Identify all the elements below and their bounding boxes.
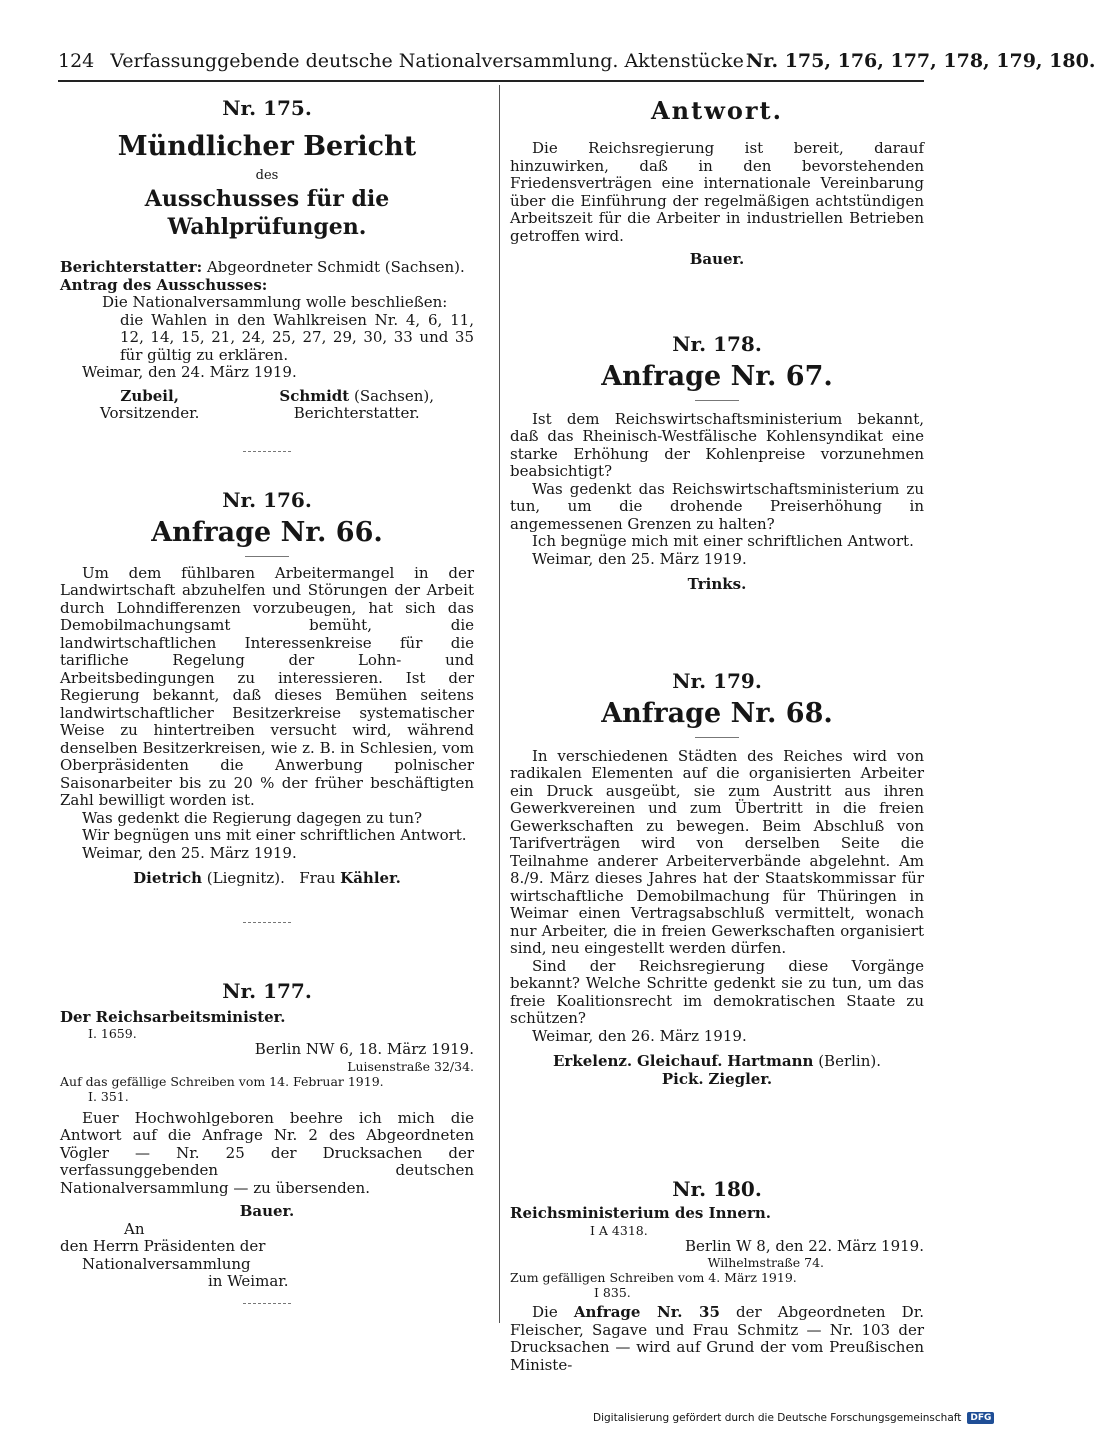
address-line: An: [124, 1219, 145, 1238]
signature-extra: (Sachsen),: [354, 386, 434, 405]
motion-intro: Die Nationalversammlung wolle beschließen:: [102, 293, 448, 311]
separator: [243, 922, 291, 923]
signature-name: Hartmann: [727, 1052, 814, 1070]
section-number: Nr. 180.: [672, 1177, 762, 1201]
inquiry-text: Um dem fühlbaren Arbeitermangel in der Landwirtschaft abzuhelfen und Störungen der Arbeit durch Lohndifferenzen vorzubeugen, hat sich das Demobilmachungsamt bemüht, die landwirtschaftlichen Interessenkreise für die tarifliche Regelung der Lohn- und Arbeitsbedingungen zu interessieren. Ist der Regierung bekannt, daß dieses Bemühen seitens landwirtschaftlicher Besitzerkreise systematischer Weise zu hintertreiben versucht wird, während denselben Besitzerkreisen, wie z. B. in Schlesien, vom Oberpräsidenten die Anwerbung polnischer Saisonarbeiter bis zu 20 % der früher beschäftigten Zahl bewilligt worden ist.: [60, 563, 474, 809]
signature-role: Vorsitzender.: [99, 404, 200, 422]
page-header: [58, 50, 1095, 80]
section-176: [60, 488, 474, 888]
date-line: Weimar, den 24. März 1919.: [82, 363, 297, 381]
signatures: [510, 1071, 924, 1089]
section-number: Nr. 178.: [672, 331, 762, 356]
section-175: [60, 96, 474, 423]
section-179: [510, 669, 924, 1089]
column-divider: [499, 85, 500, 1323]
title-rule: [695, 400, 739, 401]
header-title: Verfassunggebende deutsche Nationalversammlung. Aktenstücke: [110, 50, 744, 72]
title-rule: [245, 556, 289, 557]
signature-name: Kähler.: [340, 869, 401, 887]
signature-name: Trinks.: [687, 575, 747, 593]
inquiry-question: Was gedenkt das Reichswirtschaftsministerium zu tun, um die drohende Preiserhöhung in angemessenen Grenzen zu halten?: [510, 479, 924, 533]
address-line: den Herrn Präsidenten der: [60, 1237, 266, 1255]
date-line: Weimar, den 25. März 1919.: [82, 843, 297, 862]
footer-credit: [593, 1412, 994, 1424]
date-line: Weimar, den 26. März 1919.: [532, 1026, 747, 1045]
footer-text: Digitalisierung gefördert durch die Deutsche Forschungsgemeinschaft: [593, 1412, 962, 1424]
section-number: Nr. 179.: [672, 668, 762, 693]
signatures: [510, 1053, 924, 1071]
letter-reference-2: I 835.: [594, 1285, 631, 1300]
letter-sender: Reichsministerium des Innern.: [510, 1204, 771, 1222]
spacer: [693, 634, 741, 635]
signature-name: Gleichauf.: [636, 1052, 723, 1070]
signature-name: Schmidt: [279, 386, 350, 405]
separator: [243, 1303, 291, 1304]
section-177: [60, 979, 474, 1304]
date-line: Weimar, den 25. März 1919.: [532, 549, 747, 568]
letter-place-date: Berlin W 8, den 22. März 1919.: [685, 1236, 924, 1255]
section-title: Anfrage Nr. 68.: [601, 697, 833, 729]
motion-label: Antrag des Ausschusses:: [60, 275, 268, 294]
signature-block: [100, 388, 199, 423]
answer-title: Antwort.: [651, 96, 783, 125]
body-text: der Abgeordneten Dr. Fleischer, Sagave und Frau Schmitz — Nr. 103 der Drucksachen — wird auf Grund der vom Preußischen Ministe-: [510, 1303, 924, 1374]
inquiry-text: In verschiedenen Städten des Reiches wird von radikalen Elementen auf die organisierten Arbeiter ein Druck ausgeübt, sie zum Austritt aus ihren Gewerkvereinen und zum Übertritt in die freien Gewerkschaften zu bewegen. Beim Abschluß von Tarifverträgen wird von derselben Seite die Teilnahme anderer Arbeiterverbände abgelehnt. Am 8./9. März dieses Jahres hat der Staatskommissar für wirtschaftliche Demobilmachung für Thüringen in Weimar einen Vertragsabschluß vermittelt, wonach nur Arbeiter, die in freien Gewerkschaften organisiert sind, neu eingestellt werden dürfen.: [510, 746, 924, 957]
section-title: Anfrage Nr. 67.: [601, 360, 833, 392]
letter-sender: Der Reichsarbeitsminister.: [60, 1007, 286, 1026]
section-178: [510, 332, 924, 594]
title-rule: [695, 737, 739, 738]
signature-extra: (Berlin).: [818, 1052, 882, 1070]
reporter-label: Berichterstatter:: [60, 258, 203, 276]
dfg-logo-icon: DFG: [967, 1412, 994, 1424]
section-number: Nr. 175.: [222, 96, 312, 120]
section-title: Mündlicher Bericht: [117, 131, 417, 162]
header-numbers: Nr. 175, 176, 177, 178, 179, 180.: [745, 50, 1095, 72]
letter-regarding: Zum gefälligen Schreiben vom 4. März 1919.: [510, 1270, 797, 1285]
signature-name: Zubeil,: [120, 386, 179, 405]
signature-name: Erkelenz.: [552, 1052, 633, 1070]
letter-body: [510, 1304, 924, 1374]
page-number: 124: [58, 50, 95, 72]
inquiry-note: Ich begnüge mich mit einer schriftlichen Antwort.: [532, 532, 914, 550]
body-prefix: Die: [532, 1303, 558, 1321]
letter-street: Wilhelmstraße 74.: [707, 1255, 824, 1270]
address-line: Nationalversammlung: [82, 1254, 251, 1273]
reporter-line: [60, 259, 474, 277]
signatures: [60, 870, 474, 888]
signature-role: Berichterstatter.: [293, 404, 420, 422]
inquiry-question: Was gedenkt die Regierung dagegen zu tun?: [82, 808, 423, 827]
section-subtitle: Ausschusses für die Wahlprüfungen.: [144, 186, 390, 240]
signature-prefix: Frau: [299, 869, 336, 887]
header-rule: [58, 80, 924, 82]
section-180: [510, 1177, 924, 1374]
answer-text: Die Reichsregierung ist bereit, darauf hinzuwirken, daß in den bevorstehenden Friedensverträgen eine internationale Vereinbarung über die Einführung der regelmäßigen achtstündigen Arbeitszeit für die Arbeiter in industriellen Betrieben getroffen wird.: [510, 139, 924, 245]
right-column: [510, 96, 924, 1374]
motion-text: die Wahlen in den Wahlkreisen Nr. 4, 6, 11, 12, 14, 15, 21, 24, 25, 27, 29, 30, 33 und 35 für gültig zu erklären.: [120, 310, 474, 364]
section-number: Nr. 176.: [222, 487, 312, 512]
inquiry-note: Wir begnügen uns mit einer schriftlichen Antwort.: [82, 826, 467, 844]
letter-regarding: Auf das gefällige Schreiben vom 14. Februar 1919.: [60, 1073, 384, 1089]
separator: [243, 451, 291, 452]
signature-block: [279, 388, 434, 423]
section-number: Nr. 177.: [222, 978, 312, 1003]
letter-reference: I A 4318.: [590, 1222, 648, 1238]
inquiry-text: Ist dem Reichswirtschaftsministerium bekannt, daß das Rheinisch-Westfälische Kohlensyndikat eine starke Erhöhung der Kohlenpreise vorzunehmen beabsichtigt?: [510, 409, 924, 480]
letter-signature: Bauer.: [239, 1202, 295, 1220]
signature-name: Dietrich: [133, 869, 202, 887]
reporter-name: Abgeordneter Schmidt (Sachsen).: [206, 258, 465, 276]
signatures: [60, 388, 474, 423]
spacer: [693, 299, 741, 300]
letter-street: Luisenstraße 32/34.: [347, 1058, 474, 1074]
spacer: [693, 1134, 741, 1135]
left-column: [60, 96, 474, 1304]
signature-extra: (Liegnitz).: [206, 869, 285, 887]
letter-reference: I. 1659.: [88, 1026, 137, 1041]
signature-name: Pick.: [661, 1069, 704, 1088]
title-connector: des: [255, 168, 279, 183]
letter-body: Euer Hochwohlgeboren beehre ich mich die Antwort auf die Anfrage Nr. 2 des Abgeordneten Vögler — Nr. 25 der Drucksachen der verfassunggebenden deutschen Nationalversammlung — zu übersenden.: [60, 1108, 474, 1197]
letter-place-date: Berlin NW 6, 18. März 1919.: [254, 1040, 474, 1058]
signature-name: Ziegler.: [708, 1069, 773, 1088]
letter-reference-2: I. 351.: [88, 1088, 129, 1104]
body-highlight: Anfrage Nr. 35: [573, 1303, 720, 1321]
address-line: in Weimar.: [208, 1272, 289, 1290]
answer-section: [510, 96, 924, 269]
answer-signature: Bauer.: [689, 250, 745, 268]
inquiry-question: Sind der Reichsregierung diese Vorgänge bekannt? Welche Schritte gedenkt sie zu tun, um das freie Koalitionsrecht im demokratischen Staate zu schützen?: [510, 956, 924, 1027]
section-title: Anfrage Nr. 66.: [151, 516, 383, 548]
